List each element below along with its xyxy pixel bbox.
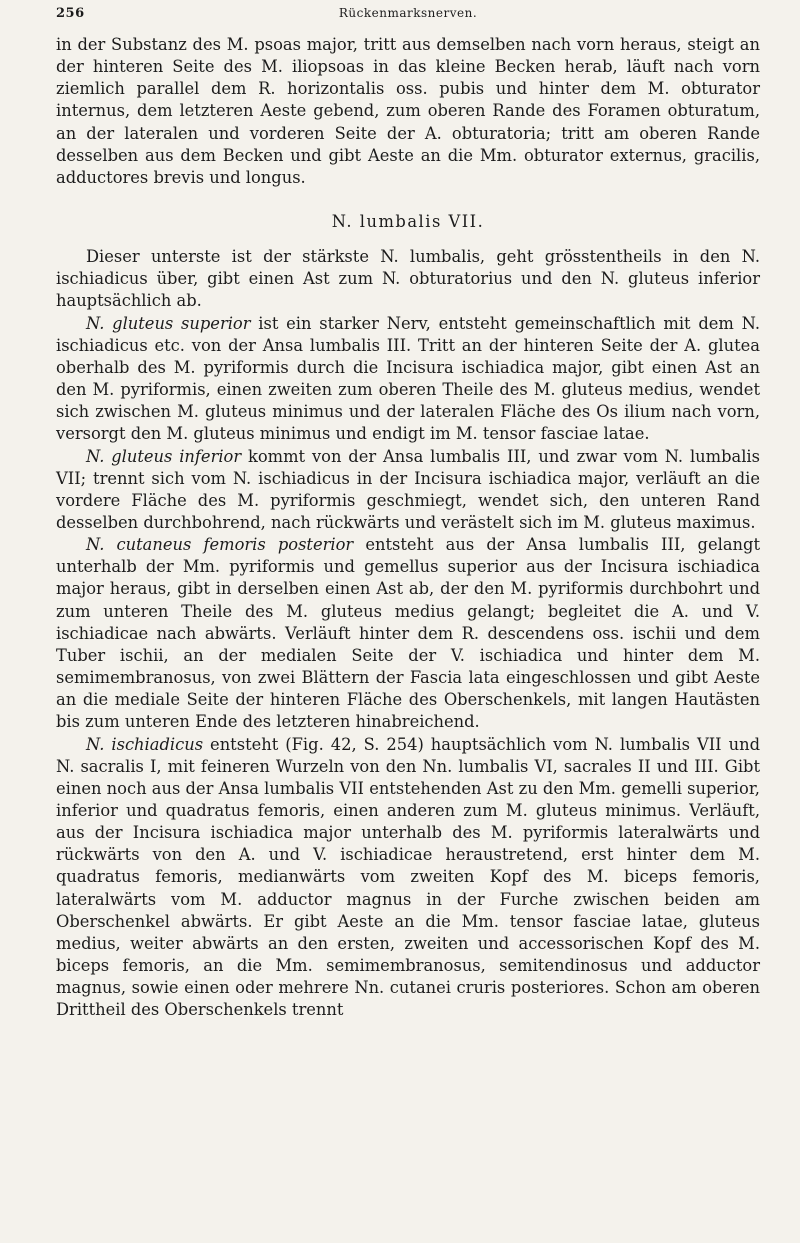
page-header bbox=[56, 4, 760, 34]
running-title: Rückenmarksnerven. bbox=[338, 6, 478, 20]
section-heading: N. lumbalis VII. bbox=[331, 212, 485, 232]
paragraph-text: entsteht (Fig. 42, S. 254) hauptsächlich vom N. lumbalis VII und N. sacralis I, mit feineren Wurzeln von den Nn. lumbalis VI, sacrales II und III. Gibt einen noch aus der Ansa lumbalis VII entstehenden Ast zu den Mm. gemelli superior, inferior und quadratus femoris, einen anderen zum M. gluteus minimus. Verläuft, aus der Incisura ischiadica major unterhalb des M. pyriformis lateralwärts und rückwärts von den A. und V. ischiadicae heraustretend, erst hinter dem M. quadratus femoris, medianwärts vom zweiten Kopf des M. biceps femoris, lateralwärts vom M. adductor magnus in der Furche zwischen beiden am Oberschenkel abwärts. Er gibt Aeste an die Mm. tensor fasciae latae, gluteus medius, weiter abwärts an den ersten, zweiten und accessorischen Kopf des M. biceps femoris, an die Mm. semimembranosus, semitendinosus und adductor magnus, sowie einen oder mehrere Nn. cutanei cruris posteriores. Schon am oberen Drittheil des Oberschenkels trennt bbox=[56, 734, 760, 1020]
paragraph-lead: N. gluteus superior bbox=[86, 313, 251, 333]
paragraph-lead: N. ischiadicus bbox=[86, 734, 204, 754]
paragraph-gluteus-superior bbox=[56, 313, 760, 446]
paragraph-text: ist ein starker Nerv, entsteht gemeinschaftlich mit dem N. ischiadicus etc. von der Ansa lumbalis III. Tritt an der hinteren Seite der A. glutea oberhalb des M. pyriformis durch die Incisura ischiadica major, gibt einen Ast an den M. pyriformis, einen zweiten zum oberen Theile des M. gluteus medius, wendet sich zwischen M. gluteus minimus und der lateralen Fläche des Os ilium nach vorn, versorgt den M. gluteus minimus und endigt im M. tensor fasciae latae. bbox=[56, 313, 761, 444]
paragraph-text: entsteht aus der Ansa lumbalis III, gelangt unterhalb der Mm. pyriformis und gemellus superior aus der Incisura ischiadica major heraus, gibt in derselben einen Ast ab, der den M. pyriformis durchbohrt und zum unteren Theile des M. gluteus medius gelangt; begleitet die A. und V. ischiadicae nach abwärts. Verläuft hinter dem R. descendens oss. ischii und dem Tuber ischii, an der medialen Seite der V. ischiadica und hinter dem M. semimembranosus, von zwei Blättern der Fascia lata eingeschlossen und gibt Aeste an die mediale Seite der hinteren Fläche des Oberschenkels, mit langen Hautästen bis zum unteren Ende des letzteren hinabreichend. bbox=[56, 535, 760, 732]
paragraph-gluteus-inferior bbox=[56, 446, 760, 535]
paragraph-lead: N. cutaneus femoris posterior bbox=[86, 535, 354, 555]
paragraph-cutaneus-femoris bbox=[56, 534, 760, 733]
paragraph-text: Dieser unterste ist der stärkste N. lumbalis, geht grösstentheils in den N. ischiadicus über, gibt einen Ast zum N. obturatorius und den N. gluteus inferior hauptsächlich ab. bbox=[56, 247, 760, 311]
page-number: 256 bbox=[56, 6, 85, 21]
paragraph-text: kommt von der Ansa lumbalis III, und zwar vom N. lumbalis VII; trennt sich vom N. ischiadicus in der Incisura ischiadica major, verläuft an die vordere Fläche des M. pyriformis geschmiegt, wendet sich, den unteren Rand desselben durchbohrend, nach rückwärts und verästelt sich im M. gluteus maximus. bbox=[56, 446, 760, 532]
paragraph-ischiadicus bbox=[56, 734, 760, 1022]
continuation-paragraph: in der Substanz des M. psoas major, tritt aus demselben nach vorn heraus, steigt an der hinteren Seite des M. iliopsoas in das kleine Becken herab, läuft nach vorn ziemlich parallel dem R. horizontalis oss. pubis und hinter dem M. obturator internus, dem letzteren Aeste gebend, zum oberen Rande des Foramen obturatum, an der lateralen und vorderen Seite der A. obturatoria; tritt am oberen Rande desselben aus dem Becken und gibt Aeste an die Mm. obturator externus, gracilis, adductores brevis und longus. bbox=[56, 35, 760, 187]
paragraph-lead: N. gluteus inferior bbox=[86, 446, 242, 466]
paragraph-intro bbox=[56, 246, 760, 312]
